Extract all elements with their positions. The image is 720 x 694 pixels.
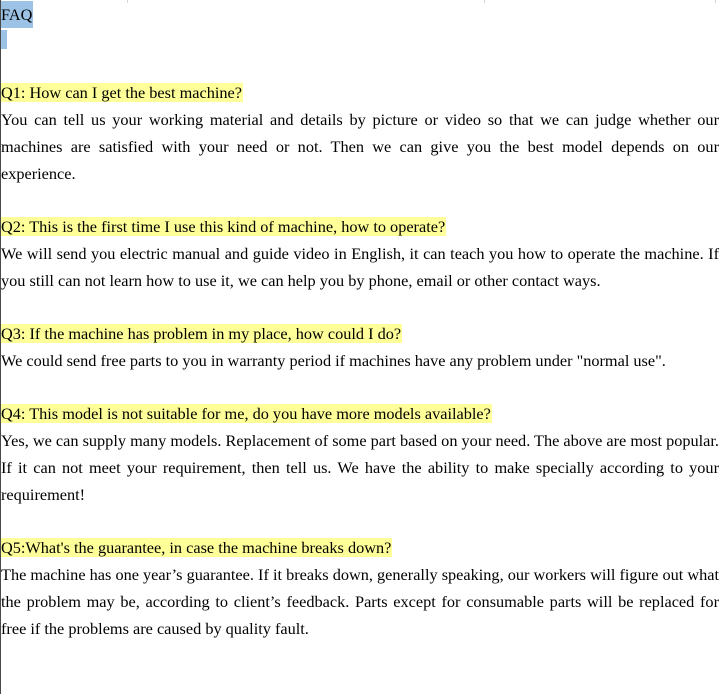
faq-answer[interactable]: We could send free parts to you in warranty period if machines have any problem under "normal use". — [1, 351, 666, 370]
faq-answer[interactable]: We will send you electric manual and guide video in English, it can teach you how to operate the machine. If you still can not learn how to use it, we can help you by phone, email or other contact ways. — [1, 244, 719, 290]
document-body[interactable] — [1, 1, 719, 642]
faq-item-5 — [1, 535, 719, 642]
paragraph-gap — [1, 508, 719, 535]
faq-answer[interactable]: The machine has one year’s guarantee. If it breaks down, generally speaking, our workers will figure out what the problem may be, according to client’s feedback. Parts except for consumable parts will be replaced for free if the problems are caused by quality fault. — [1, 565, 719, 638]
faq-question[interactable]: Q4: This model is not suitable for me, do you have more models available? — [1, 404, 491, 423]
paragraph-gap — [1, 294, 719, 321]
faq-question-line — [1, 321, 719, 347]
faq-answer[interactable]: Yes, we can supply many models. Replacement of some part based on your need. The above are most popular. If it can not meet your requirement, then tell us. We have the ability to make specially according to your requirement! — [1, 431, 719, 504]
paragraph-gap — [1, 374, 719, 401]
faq-item-2 — [1, 214, 719, 294]
faq-answer[interactable]: You can tell us your working material and details by picture or video so that we can judge whether our machines are satisfied with your need or not. Then we can give you the best model depends on our experience. — [1, 110, 719, 183]
faq-item-3 — [1, 321, 719, 374]
faq-question[interactable]: Q1: How can I get the best machine? — [1, 83, 242, 102]
empty-paragraph[interactable] — [1, 28, 719, 53]
faq-item-4 — [1, 401, 719, 508]
title-line — [1, 1, 719, 28]
faq-question[interactable]: Q5:What's the guarantee, in case the machine breaks down? — [1, 538, 392, 557]
text-caret-selection — [1, 30, 7, 49]
faq-question[interactable]: Q2: This is the first time I use this kind of machine, how to operate? — [1, 217, 446, 236]
faq-question-line — [1, 80, 719, 106]
faq-question-line — [1, 401, 719, 427]
faq-question-line — [1, 535, 719, 561]
faq-question[interactable]: Q3: If the machine has problem in my place, how could I do? — [1, 324, 402, 343]
paragraph-gap — [1, 187, 719, 214]
faq-question-line — [1, 214, 719, 240]
page-title[interactable]: FAQ — [1, 1, 33, 28]
faq-item-1 — [1, 80, 719, 187]
paragraph-gap — [1, 53, 719, 80]
